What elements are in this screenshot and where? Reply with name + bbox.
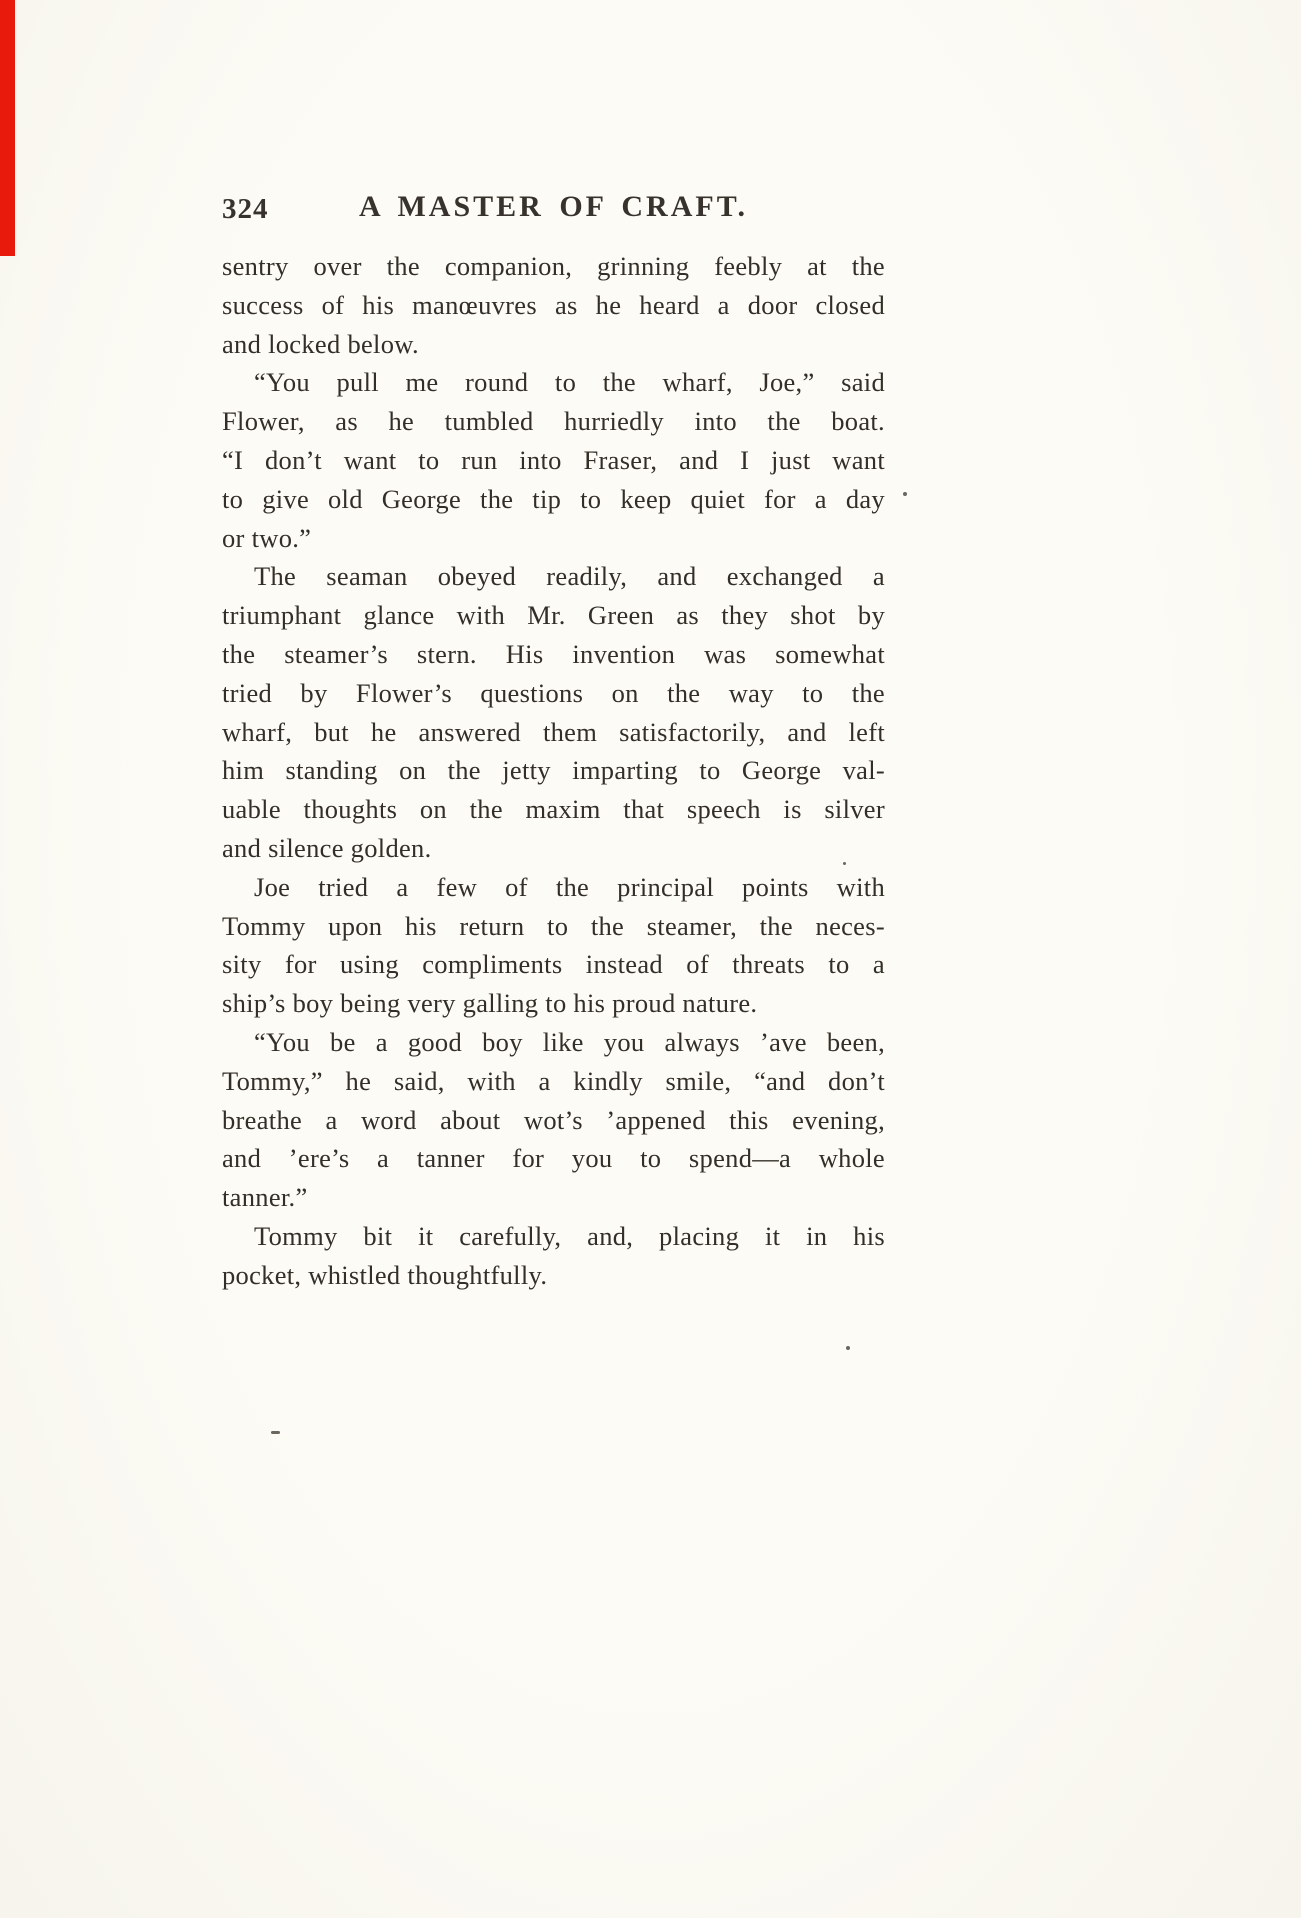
text-line: ship’s boy being very galling to his proud nature. (222, 988, 758, 1019)
text-line: Flower, as he tumbled hurriedly into the boat. (222, 406, 885, 437)
scan-speck (903, 492, 907, 496)
text-line: “I don’t want to run into Fraser, and I just want (222, 444, 885, 475)
text-line: tanner.” (222, 1182, 308, 1213)
page-body (222, 247, 885, 1295)
text-line: Tommy upon his return to the steamer, the neces- (222, 910, 885, 941)
text-line: or two.” (222, 522, 312, 553)
text-line: and ’ere’s a tanner for you to spend—a whole (222, 1143, 885, 1174)
text-line: “You be a good boy like you always ’ave been, (254, 1026, 885, 1057)
text-line: Tommy bit it carefully, and, placing it in his (254, 1220, 885, 1251)
text-line: the steamer’s stern. His invention was somewhat (222, 638, 885, 669)
scan-speck (846, 1346, 850, 1350)
scan-speck (843, 862, 846, 865)
running-head-title: A MASTER OF CRAFT. (358, 190, 748, 223)
text-line: The seaman obeyed readily, and exchanged a (254, 561, 885, 592)
text-line: sity for using compliments instead of threats to a (222, 949, 885, 980)
text-line: “You pull me round to the wharf, Joe,” said (254, 367, 885, 398)
text-line: him standing on the jetty imparting to George val- (222, 755, 885, 786)
text-line: and silence golden. (222, 832, 432, 863)
text-line: Joe tried a few of the principal points with (254, 871, 885, 902)
text-line: and locked below. (222, 328, 419, 359)
text-line: breathe a word about wot’s ’appened this evening, (222, 1104, 885, 1135)
page-number: 324 (222, 193, 269, 225)
text-line: uable thoughts on the maxim that speech is silver (222, 794, 885, 825)
text-line: pocket, whistled thoughtfully. (222, 1259, 548, 1290)
text-line: wharf, but he answered them satisfactorily, and left (222, 716, 885, 747)
text-line: tried by Flower’s questions on the way to the (222, 677, 885, 708)
red-edge-strip (0, 0, 15, 256)
page-header (222, 190, 885, 230)
text-line: success of his manœuvres as he heard a door closed (222, 289, 885, 320)
scan-speck (271, 1431, 280, 1434)
text-line: triumphant glance with Mr. Green as they shot by (222, 600, 885, 631)
text-line: sentry over the companion, grinning feebly at the (222, 251, 885, 281)
text-line: Tommy,” he said, with a kindly smile, “and don’t (222, 1065, 885, 1096)
text-line: to give old George the tip to keep quiet for a day (222, 483, 885, 514)
